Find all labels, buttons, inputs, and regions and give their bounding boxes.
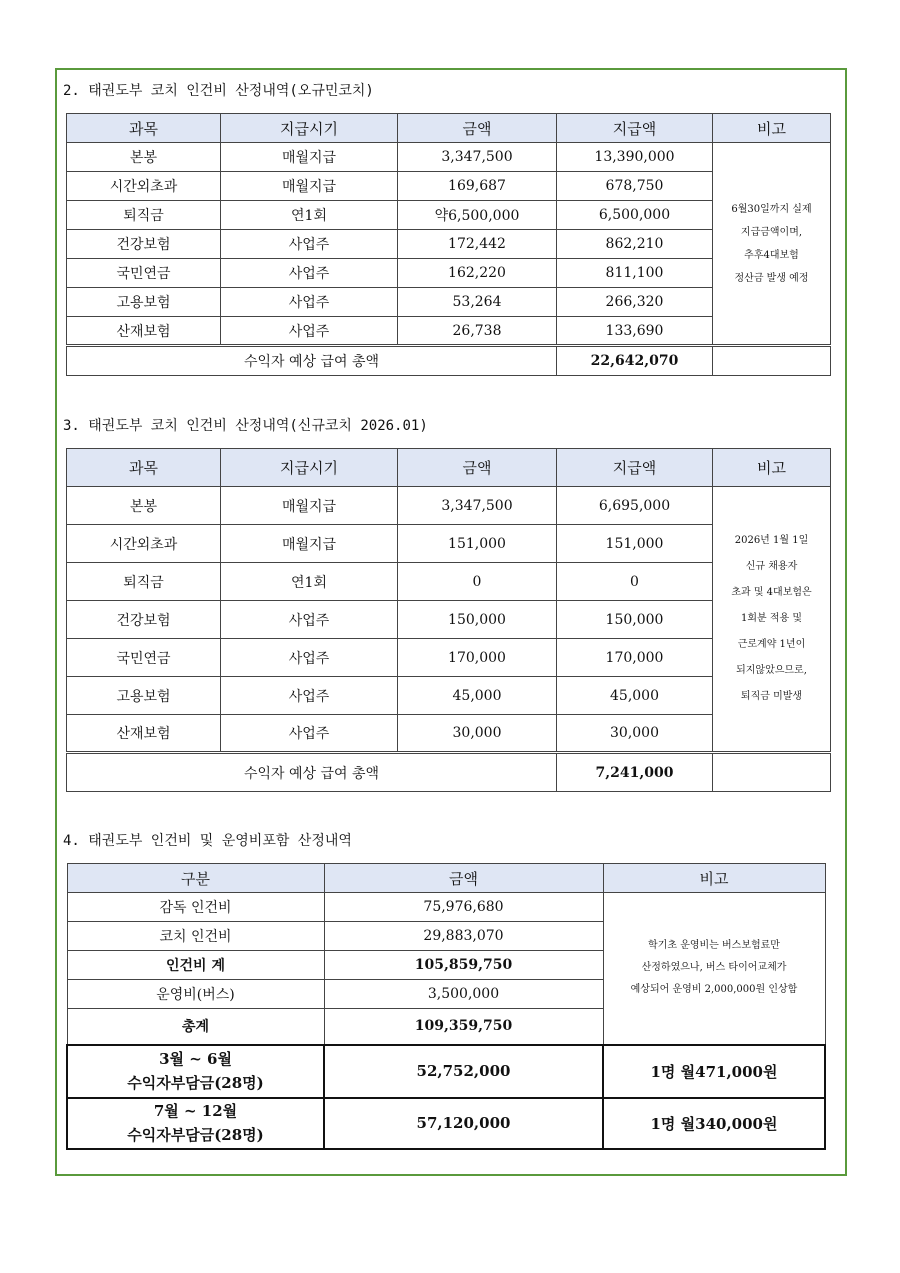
cell-item: 본봉 xyxy=(67,487,221,525)
burden-per-person: 1명 월471,000원 xyxy=(603,1045,825,1098)
total-note xyxy=(713,346,831,376)
note-line: 지급금액이며, xyxy=(740,226,803,238)
cell-category: 인건비 계 xyxy=(67,951,324,980)
cell-timing: 매월지급 xyxy=(221,487,398,525)
cell-item: 퇴직금 xyxy=(67,201,221,230)
cell-category: 감독 인건비 xyxy=(67,893,324,922)
total-value: 22,642,070 xyxy=(557,346,713,376)
cell-timing: 매월지급 xyxy=(221,143,398,172)
table-row xyxy=(67,487,831,525)
note-line: 근로계약 1년이 xyxy=(737,639,806,650)
col-header: 비고 xyxy=(713,449,831,487)
cell-timing: 사업주 xyxy=(221,317,398,346)
col-header: 과목 xyxy=(67,449,221,487)
cell-amount: 169,687 xyxy=(398,172,557,201)
cell-item: 고용보험 xyxy=(67,677,221,715)
note-line: 예상되어 운영비 2,000,000원 인상함 xyxy=(630,984,798,996)
cell-payment: 133,690 xyxy=(557,317,713,346)
cell-amount: 0 xyxy=(398,563,557,601)
burden-period-text: 7월 ~ 12월 xyxy=(153,1102,238,1120)
cell-item: 국민연금 xyxy=(67,639,221,677)
total-label: 수익자 예상 급여 총액 xyxy=(67,346,557,376)
col-header: 금액 xyxy=(398,114,557,143)
cell-payment: 6,500,000 xyxy=(557,201,713,230)
section3-table xyxy=(66,448,831,792)
table-row xyxy=(67,143,831,172)
col-header: 지급시기 xyxy=(221,449,398,487)
total-row xyxy=(67,753,831,792)
col-header: 지급시기 xyxy=(221,114,398,143)
cell-item: 산재보험 xyxy=(67,715,221,753)
note-line: 학기초 운영비는 버스보험료만 xyxy=(648,940,780,952)
cell-item: 건강보험 xyxy=(67,230,221,259)
section4-heading: 4. 태권도부 인건비 및 운영비포함 산정내역 xyxy=(63,833,352,849)
note-line: 6월30일까지 실제 xyxy=(731,203,812,215)
note-line: 초과 및 4대보험은 xyxy=(731,587,812,598)
cell-payment: 13,390,000 xyxy=(557,143,713,172)
burden-label: 수익자부담금(28명) xyxy=(127,1126,264,1144)
burden-per-person: 1명 월340,000원 xyxy=(603,1098,825,1149)
cell-payment: 6,695,000 xyxy=(557,487,713,525)
cell-payment: 0 xyxy=(557,563,713,601)
cell-amount: 30,000 xyxy=(398,715,557,753)
section4-table xyxy=(66,863,826,1150)
cell-amount: 53,264 xyxy=(398,288,557,317)
cell-timing: 사업주 xyxy=(221,639,398,677)
cell-timing: 연1회 xyxy=(221,563,398,601)
note-line: 산정하였으나, 버스 타이어교체가 xyxy=(641,962,787,974)
total-label: 수익자 예상 급여 총액 xyxy=(67,753,557,792)
cell-payment: 151,000 xyxy=(557,525,713,563)
note-line: 1회분 적용 및 xyxy=(740,613,803,624)
cell-amount: 170,000 xyxy=(398,639,557,677)
cell-item: 시간외초과 xyxy=(67,525,221,563)
cell-payment: 170,000 xyxy=(557,639,713,677)
note-line: 2026년 1월 1일 xyxy=(734,535,809,546)
col-header: 구분 xyxy=(67,864,324,893)
col-header: 지급액 xyxy=(557,114,713,143)
cell-amount: 3,500,000 xyxy=(324,980,603,1009)
table-row xyxy=(67,893,825,922)
cell-category: 총계 xyxy=(67,1009,324,1045)
burden-period xyxy=(67,1098,324,1149)
col-header: 비고 xyxy=(603,864,825,893)
section3-heading: 3. 태권도부 코치 인건비 산정내역(신규코치 2026.01) xyxy=(63,418,428,434)
note-line: 추후4대보험 xyxy=(744,249,799,261)
burden-row xyxy=(67,1045,825,1098)
burden-label: 수익자부담금(28명) xyxy=(127,1074,264,1092)
cell-item: 시간외초과 xyxy=(67,172,221,201)
cell-amount: 29,883,070 xyxy=(324,922,603,951)
cell-item: 퇴직금 xyxy=(67,563,221,601)
cell-payment: 150,000 xyxy=(557,601,713,639)
cell-item: 국민연금 xyxy=(67,259,221,288)
cell-item: 고용보험 xyxy=(67,288,221,317)
cell-amount: 3,347,500 xyxy=(398,143,557,172)
cell-timing: 사업주 xyxy=(221,259,398,288)
section2-heading: 2. 태권도부 코치 인건비 산정내역(오규민코치) xyxy=(63,83,374,99)
note-line: 퇴직금 미발생 xyxy=(740,691,803,702)
cell-amount: 3,347,500 xyxy=(398,487,557,525)
cell-amount: 109,359,750 xyxy=(324,1009,603,1045)
cell-amount: 75,976,680 xyxy=(324,893,603,922)
col-header: 비고 xyxy=(713,114,831,143)
cell-timing: 매월지급 xyxy=(221,525,398,563)
section2-note xyxy=(713,143,831,346)
note-line: 정산금 발생 예정 xyxy=(734,272,809,284)
cell-category: 코치 인건비 xyxy=(67,922,324,951)
cell-timing: 사업주 xyxy=(221,677,398,715)
burden-row xyxy=(67,1098,825,1149)
cell-timing: 매월지급 xyxy=(221,172,398,201)
cell-payment: 862,210 xyxy=(557,230,713,259)
total-note xyxy=(713,753,831,792)
cell-payment: 678,750 xyxy=(557,172,713,201)
burden-period xyxy=(67,1045,324,1098)
col-header: 지급액 xyxy=(557,449,713,487)
cell-category: 운영비(버스) xyxy=(67,980,324,1009)
burden-amount: 52,752,000 xyxy=(324,1045,603,1098)
cell-item: 본봉 xyxy=(67,143,221,172)
col-header: 금액 xyxy=(398,449,557,487)
note-line: 신규 채용자 xyxy=(745,561,798,572)
total-row xyxy=(67,346,831,376)
cell-timing: 사업주 xyxy=(221,601,398,639)
burden-period-text: 3월 ~ 6월 xyxy=(159,1050,232,1068)
cell-amount: 26,738 xyxy=(398,317,557,346)
burden-amount: 57,120,000 xyxy=(324,1098,603,1149)
cell-payment: 30,000 xyxy=(557,715,713,753)
cell-amount: 151,000 xyxy=(398,525,557,563)
col-header: 과목 xyxy=(67,114,221,143)
cell-payment: 266,320 xyxy=(557,288,713,317)
cell-amount: 약6,500,000 xyxy=(398,201,557,230)
cell-timing: 사업주 xyxy=(221,715,398,753)
cell-timing: 사업주 xyxy=(221,230,398,259)
note-line: 되지않았으므로, xyxy=(736,665,807,676)
section3-note xyxy=(713,487,831,753)
section4-note xyxy=(603,893,825,1045)
total-value: 7,241,000 xyxy=(557,753,713,792)
col-header: 금액 xyxy=(324,864,603,893)
cell-amount: 150,000 xyxy=(398,601,557,639)
cell-amount: 162,220 xyxy=(398,259,557,288)
cell-amount: 105,859,750 xyxy=(324,951,603,980)
cell-amount: 172,442 xyxy=(398,230,557,259)
cell-timing: 사업주 xyxy=(221,288,398,317)
cell-item: 산재보험 xyxy=(67,317,221,346)
cell-amount: 45,000 xyxy=(398,677,557,715)
cell-item: 건강보험 xyxy=(67,601,221,639)
section2-table xyxy=(66,113,831,376)
cell-payment: 811,100 xyxy=(557,259,713,288)
cell-payment: 45,000 xyxy=(557,677,713,715)
cell-timing: 연1회 xyxy=(221,201,398,230)
